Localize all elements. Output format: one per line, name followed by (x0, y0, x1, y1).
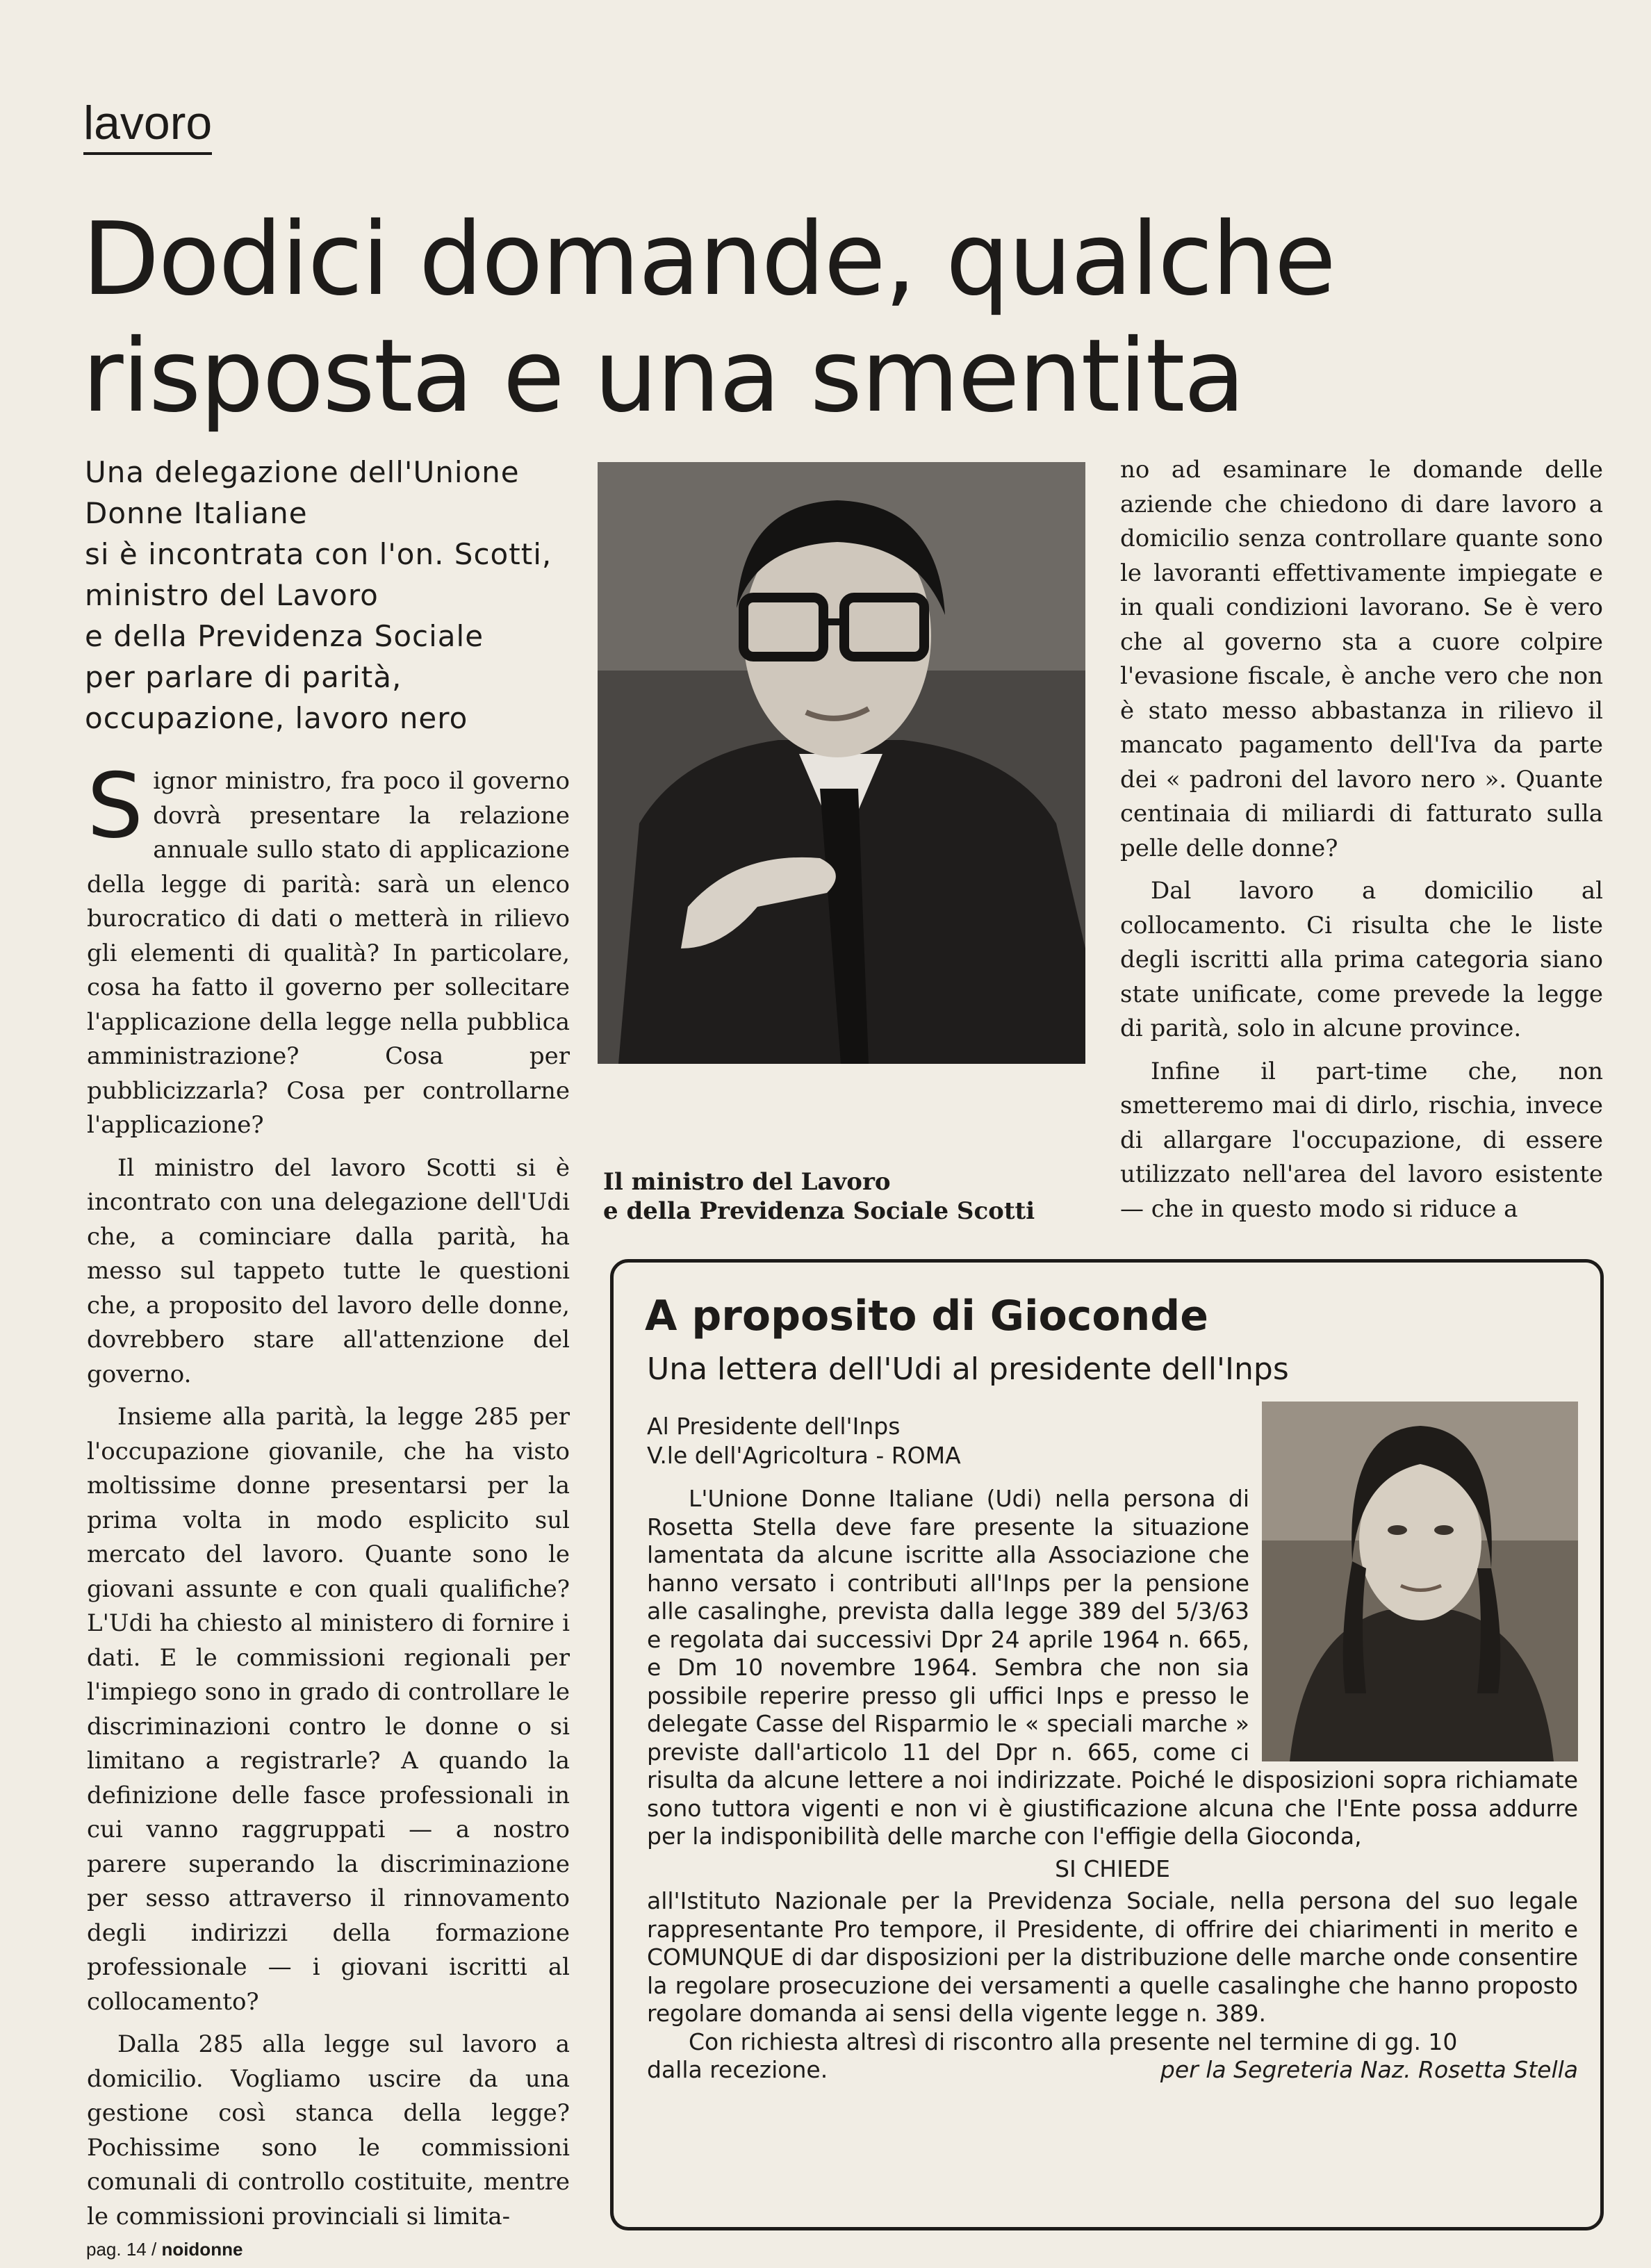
address-line: V.le dell'Agricoltura - ROMA (647, 1442, 961, 1469)
page-number: pag. 14 / (86, 2239, 157, 2260)
caption-line: Il ministro del Lavoro (603, 1168, 891, 1196)
standfirst-line: Una delegazione dell'Unione (85, 455, 520, 489)
letter-heading: SI CHIEDE (1055, 1855, 1170, 1882)
article-paragraph: Il ministro del lavoro Scotti si è incontrato con una delegazione dell'Udi che, a cominciare dalla parità, ha messo sul tappeto tutte le questioni che, a proposito del lavoro delle donne, dovrebbero stare all'attenzione del governo. (87, 1153, 570, 1388)
box-subtitle: Una lettera dell'Udi al presidente dell'Inps (647, 1351, 1289, 1387)
article-paragraph: Infine il part-time che, non smetteremo mai di dirlo, rischia, invece di allargare l'occupazione, di essere utilizzato nell'area del lavoro esistente — che in questo modo si riduce a (1120, 1057, 1603, 1223)
headline-line-2: risposta e una smentita (82, 318, 1245, 435)
letter-body (647, 1485, 1578, 2085)
page-footer (86, 2239, 243, 2260)
gioconda-image (1262, 1402, 1578, 1761)
section-label: lavoro (83, 97, 212, 155)
letter-paragraph: Con richiesta altresì di riscontro alla presente nel termine di gg. 10 (689, 2028, 1458, 2055)
article-paragraph: Dalla 285 alla legge sul lavoro a domicilio. Vogliamo uscire da una gestione così stanca della legge? Pochissime sono le commissioni comunali di controllo costituite, mentre le commissioni provinciali si limita- (87, 2030, 570, 2230)
standfirst-line: si è incontrata con l'on. Scotti, (85, 537, 552, 571)
article-paragraph (87, 755, 570, 1143)
article-column-3 (1120, 453, 1603, 1235)
standfirst-line: per parlare di parità, (85, 660, 402, 694)
mona-lisa-icon (1262, 1402, 1578, 1761)
letter-address (647, 1412, 961, 1470)
standfirst-line: occupazione, lavoro nero (85, 701, 468, 735)
paragraph-text: ignor ministro, fra poco il governo dovrà presentare la relazione annuale sullo stato di applicazione della legge di parità: sarà un elenco burocratico di dati o metterà in rilievo gli elementi di qualità? In particolare, cosa ha fatto il governo per sollecitare l'applicazione della legge nella pubblica amministrazione? Cosa per pubblicizzarla? Cosa per controllarne l'applicazione? (87, 767, 570, 1139)
box-title: A proposito di Gioconde (645, 1292, 1208, 1340)
letter-paragraph: all'Istituto Nazionale per la Previdenza Sociale, nella persona del suo legale rappresentante Pro tempore, il Presidente, di offrire dei chiarimenti in merito e COMUNQUE di dar disposizioni per la distribuzione delle marche onde consentire la regolare prosecuzione dei versamenti a quelle casalinghe che hanno proposto regolare domanda ai sensi della vigente legge n. 389. (647, 1887, 1578, 2027)
letter-paragraph: L'Unione Donne Italiane (Udi) nella persona di Rosetta Stella deve fare presente la situazione lamentata da alcune iscritte alla Associazione che hanno versato i contributi all'Inps per la pensione alle casalinghe, prevista dalla legge 389 del 5/3/63 e regolata dai successivi Dpr 24 aprile 1964 n. 665, e Dm 10 novembre 1964. Sembra che non sia possibile reperire presso gli uffici Inps e presso le delegate Casse del Risparmio le « speciali marche » previste dall'articolo 11 del Dpr n. 665, come ci risulta da alcune lettere a noi indirizzate. Poiché le disposizioni sopra richiamate sono tuttora vigenti e non vi è giustificazione alcuna che l'Ente possa addurre per la indisponibilità delle marche con l'effigie della Gioconda, (647, 1485, 1578, 1850)
headline-line-1: Dodici domande, qualche (82, 201, 1335, 318)
minister-photo (598, 462, 1085, 1064)
closing-text: dalla recezione. (647, 2056, 828, 2083)
photo-caption (603, 1167, 1103, 1226)
standfirst (85, 452, 585, 739)
standfirst-line: e della Previdenza Sociale (85, 619, 484, 653)
article-paragraph: Dal lavoro a domicilio al collocamento. Ci risulta che le liste degli iscritti alla prima categoria siano state unificate, come prevede la legge di parità, solo in alcune province. (1120, 877, 1603, 1042)
standfirst-line: Donne Italiane (85, 496, 308, 530)
letter-closing (647, 2056, 1578, 2085)
standfirst-line: ministro del Lavoro (85, 578, 379, 612)
minister-portrait-icon (598, 462, 1085, 1064)
magazine-name: noidonne (161, 2239, 243, 2260)
address-line: Al Presidente dell'Inps (647, 1413, 901, 1440)
letter-box (610, 1259, 1604, 2230)
article-paragraph: Insieme alla parità, la legge 285 per l'occupazione giovanile, che ha visto moltissime donne presentarsi per la prima volta in modo esplicito sul mercato del lavoro. Quante sono le giovani assunte e con quali qualifiche? L'Udi ha chiesto al ministero di fornire i dati. E le commissioni regionali per l'impiego sono in grado di controllare le discriminazioni contro le donne o si limitano a registrarle? A quando la definizione delle fasce professionali in cui vanno raggruppati — a nostro parere superando la discriminazione per sesso attraverso il rinnovamento degli indirizzi della formazione professionale — i giovani iscritti al collocamento? (87, 1403, 570, 2016)
article-paragraph: no ad esaminare le domande delle aziende che chiedono di dare lavoro a domicilio senza controllare quante sono le lavoranti effettivamente impiegate e in quali condizioni lavorano. Se è vero che al governo sta a cuore colpire l'evasione fiscale, è anche vero che non è stato messo abbastanza in rilievo il mancato pagamento dell'Iva da parte dei « padroni del lavoro nero ». Quante centinaia di miliardi di fatturato sulla pelle delle donne? (1120, 456, 1603, 862)
drop-cap: S (87, 755, 144, 858)
article-column-1 (87, 755, 570, 2242)
headline (82, 202, 1402, 435)
caption-line: e della Previdenza Sociale Scotti (603, 1197, 1035, 1225)
signature: per la Segreteria Naz. Rosetta Stella (1160, 2056, 1578, 2083)
